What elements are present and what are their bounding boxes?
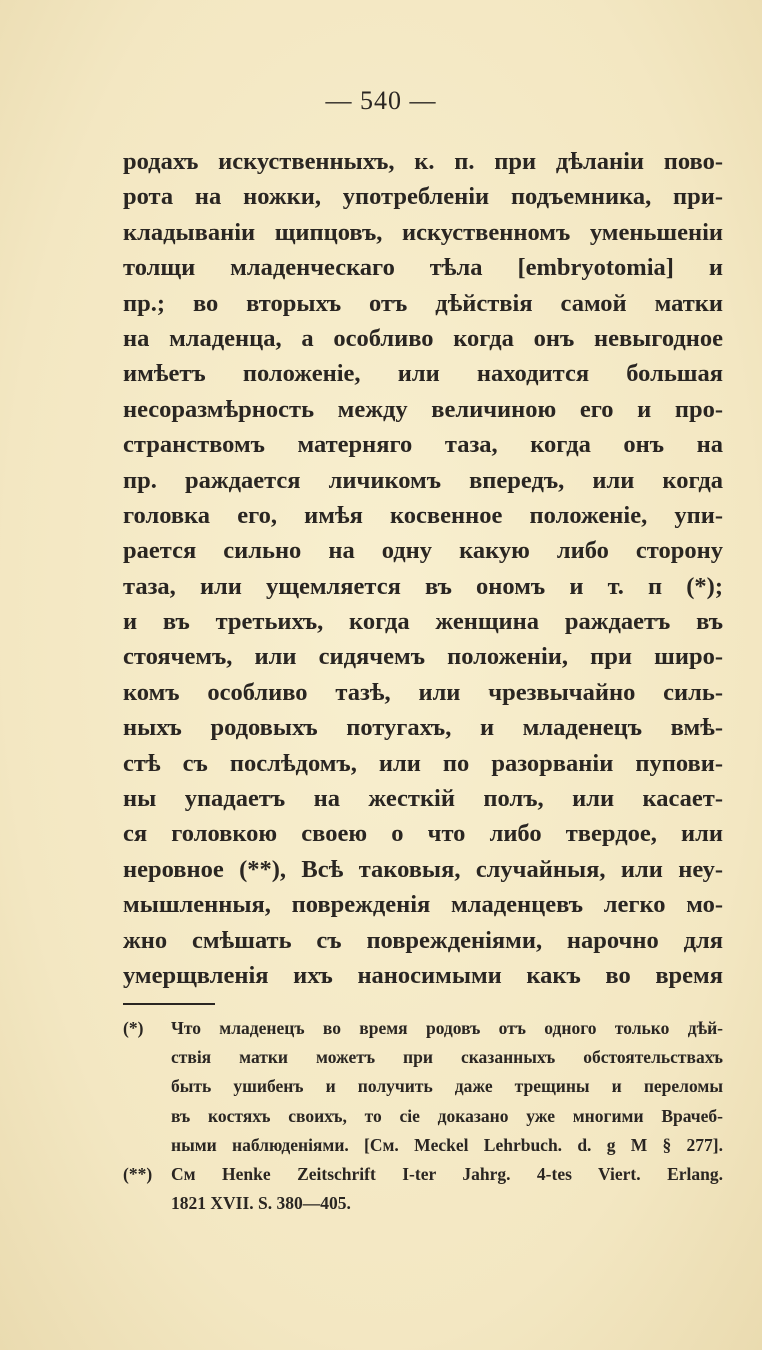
footnote-divider	[123, 1003, 215, 1005]
footnote-line: ными наблюденіями. [См. Meckel Lehrbuch. d. g M § 277].	[171, 1134, 723, 1155]
footnote-line: ствія матки можетъ при сказанныхъ обстоятельствахъ	[171, 1047, 723, 1068]
text-line: головка его, имѣя косвенное положеніе, упи-	[123, 501, 723, 529]
text-line: на младенца, а особливо когда онъ невыгодное	[123, 324, 723, 352]
text-line: и въ третьихъ, когда женщина раждаетъ въ	[123, 608, 723, 636]
text-line: имѣетъ положеніе, или находится большая	[123, 360, 723, 388]
text-line: рота на ножки, употребленіи подъемника, при-	[123, 183, 723, 211]
text-line: пр. раждается личикомъ впередъ, или когда	[123, 466, 723, 494]
text-line: ся головкою своею о что либо твердое, или	[123, 820, 723, 848]
footnote-line: быть ушибенъ и получить даже трещины и переломы	[171, 1076, 723, 1097]
footnote-marker: (**)	[123, 1163, 153, 1184]
footnote-marker: (*)	[123, 1018, 144, 1038]
footnotes	[123, 1014, 723, 1218]
footnote-line: въ костяхъ своихъ, то сіе доказано уже многими Врачеб-	[171, 1105, 723, 1126]
text-line: таза, или ущемляется въ ономъ и т. п (*);	[123, 572, 723, 600]
text-line: толщи младенческаго тѣла [embryotomia] и	[123, 254, 723, 282]
footnote-line	[123, 1160, 723, 1189]
text-line: жно смѣшать съ поврежденіями, нарочно для	[123, 926, 723, 954]
text-line: пр.; во вторыхъ отъ дѣйствія самой матки	[123, 289, 723, 317]
text-line: мышленныя, поврежденія младенцевъ легко мо-	[123, 891, 723, 919]
text-line: странствомъ матерняго таза, когда онъ на	[123, 431, 723, 459]
body-text	[123, 144, 723, 993]
text-line: ны упадаетъ на жесткій полъ, или касает-	[123, 785, 723, 813]
text-line: рается сильно на одну какую либо сторону	[123, 537, 723, 565]
text-line: несоразмѣрность между величиною его и про-	[123, 395, 723, 423]
footnote-text: Что младенецъ во время родовъ отъ одного только дѣй-	[171, 1018, 723, 1038]
text-line: стоячемъ, или сидячемъ положеніи, при широ-	[123, 643, 723, 671]
text-line: стѣ съ послѣдомъ, или по разорваніи пупови-	[123, 749, 723, 777]
text-line: комъ особливо тазѣ, или чрезвычайно силь-	[123, 678, 723, 706]
text-line: неровное (**), Всѣ таковыя, случайныя, или неу-	[123, 855, 723, 883]
text-line: умерщвленія ихъ наносимыми какъ во время	[123, 961, 723, 989]
footnote-line	[123, 1014, 723, 1043]
text-line: ныхъ родовыхъ потугахъ, и младенецъ вмѣ-	[123, 714, 723, 742]
text-line: родахъ искуственныхъ, к. п. при дѣланіи пово-	[123, 148, 723, 175]
footnote-line: 1821 XVII. S. 380—405.	[171, 1193, 351, 1214]
footnote-text: См Henke Zeitschrift I-ter Jahrg. 4-tes Viert. Erlang.	[171, 1163, 723, 1184]
text-line: кладываніи щипцовъ, искуственномъ уменьшеніи	[123, 218, 723, 246]
page-number: — 540 —	[325, 86, 437, 115]
